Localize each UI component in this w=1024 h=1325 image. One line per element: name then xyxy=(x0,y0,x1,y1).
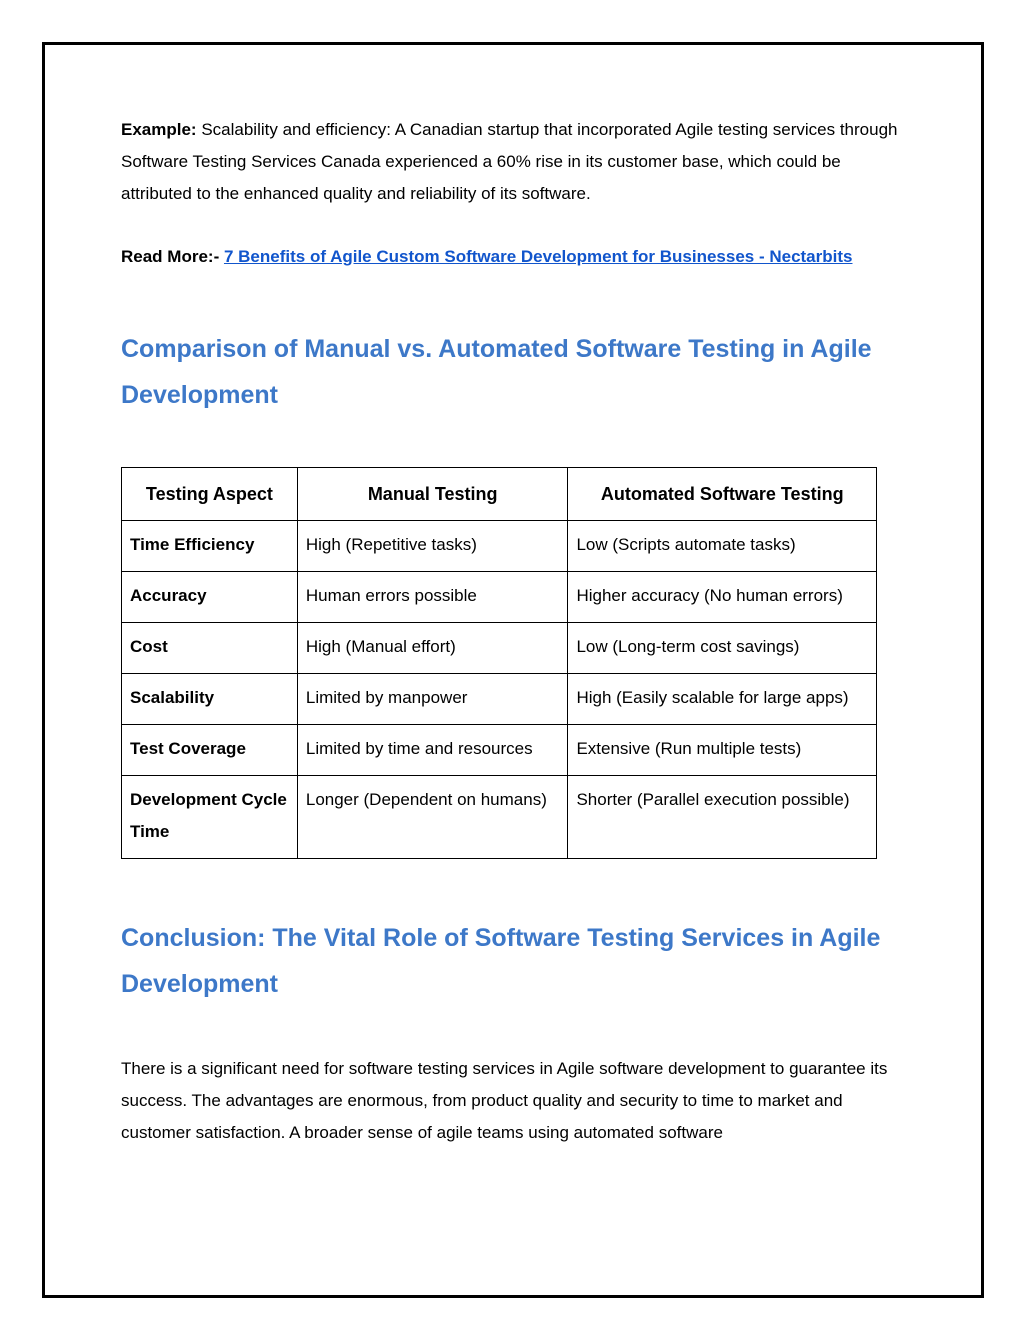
aspect-cell: Scalability xyxy=(122,674,298,725)
table-row xyxy=(122,572,877,623)
automated-cell: Low (Scripts automate tasks) xyxy=(568,521,877,572)
table-row xyxy=(122,623,877,674)
manual-cell: High (Manual effort) xyxy=(297,623,568,674)
column-header-manual: Manual Testing xyxy=(297,468,568,521)
read-more-link[interactable]: 7 Benefits of Agile Custom Software Development for Businesses - Nectarbits xyxy=(223,247,853,266)
aspect-cell: Time Efficiency xyxy=(122,521,298,572)
example-label: Example: xyxy=(121,120,197,139)
aspect-cell: Development Cycle Time xyxy=(122,776,298,859)
table-header-row xyxy=(122,468,877,521)
comparison-table xyxy=(121,467,877,859)
conclusion-paragraph: There is a significant need for software testing services in Agile software development to guarantee its success. The advantages are enormous, from product quality and security to time to market and customer satisfaction. A broader sense of agile teams using automated software xyxy=(121,1059,888,1142)
manual-cell: Human errors possible xyxy=(297,572,568,623)
manual-cell: Longer (Dependent on humans) xyxy=(297,776,568,859)
automated-cell: High (Easily scalable for large apps) xyxy=(568,674,877,725)
table-row xyxy=(122,776,877,859)
automated-cell: Shorter (Parallel execution possible) xyxy=(568,776,877,859)
conclusion-heading: Conclusion: The Vital Role of Software Testing Services in Agile Development xyxy=(121,924,881,998)
table-row xyxy=(122,521,877,572)
manual-cell: Limited by time and resources xyxy=(297,725,568,776)
table-row xyxy=(122,674,877,725)
table-row xyxy=(122,725,877,776)
example-text: Scalability and efficiency: A Canadian startup that incorporated Agile testing services through Software Testing Services Canada experienced a 60% rise in its customer base, which could be attributed to the enhanced quality and reliability of its software. xyxy=(121,120,898,203)
comparison-heading: Comparison of Manual vs. Automated Software Testing in Agile Development xyxy=(121,335,872,409)
aspect-cell: Cost xyxy=(122,623,298,674)
column-header-automated: Automated Software Testing xyxy=(568,468,877,521)
automated-cell: Extensive (Run multiple tests) xyxy=(568,725,877,776)
automated-cell: Higher accuracy (No human errors) xyxy=(568,572,877,623)
example-paragraph xyxy=(121,114,901,210)
aspect-cell: Accuracy xyxy=(122,572,298,623)
manual-cell: Limited by manpower xyxy=(297,674,568,725)
aspect-cell: Test Coverage xyxy=(122,725,298,776)
manual-cell: High (Repetitive tasks) xyxy=(297,521,568,572)
read-more-label: Read More:- xyxy=(121,247,220,266)
automated-cell: Low (Long-term cost savings) xyxy=(568,623,877,674)
column-header-aspect: Testing Aspect xyxy=(122,468,298,521)
read-more-paragraph xyxy=(121,241,901,273)
document-content xyxy=(121,114,901,1149)
